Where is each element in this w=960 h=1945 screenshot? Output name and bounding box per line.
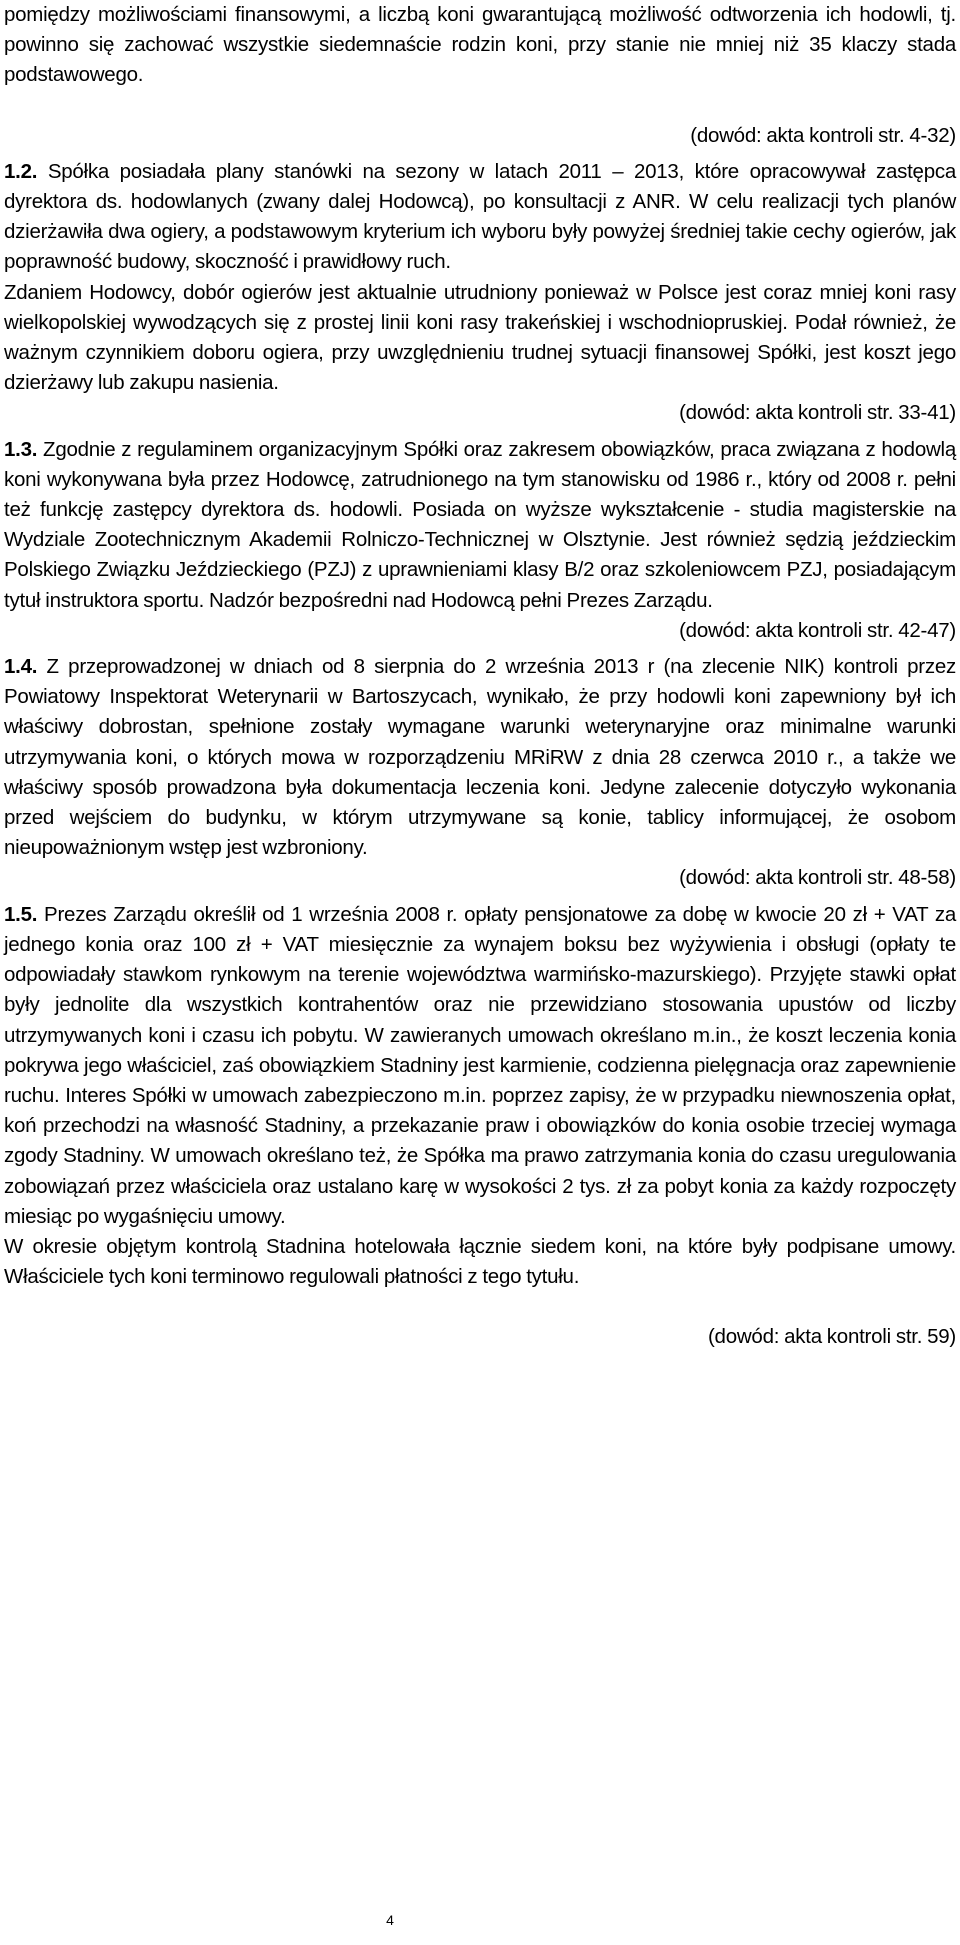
paragraph-continuation <box>4 0 956 91</box>
section-number: 1.2. <box>4 159 38 183</box>
evidence-reference: (dowód: akta kontroli str. 59) <box>707 1325 956 1349</box>
paragraph-1-2-continued <box>4 278 956 399</box>
paragraph-text: Prezes Zarządu określił od 1 września 2008 r. opłaty pensjonatowe za dobę w kwocie 20 zł + VAT za jednego konia oraz 100 zł + VAT miesięcznie za wynajem boksu bez wyżywienia i obsługi (opłaty te odpowiadały stawkom rynkowym na terenie województwa warmińsko-mazurskiego). Przyjęte stawki opłat były jednolite dla wszystkich kontrahentów oraz nie przewidziano stosowania upustów od liczby utrzymywanych koni i czasu ich pobytu. W zawieranych umowach określano m.in., że koszt leczenia konia pokrywa jego właściciel, zaś obowiązkiem Stadniny jest karmienie, codzienna pielęgnacja oraz zapewnienie ruchu. Interes Spółki w umowach zabezpieczono m.in. poprzez zapisy, że w przypadku niewnoszenia opłat, koń przechodzi na własność Stadniny, a przekazanie praw i obowiązków do konia osobie trzeciej wymaga zgody Stadniny. W umowach określano też, że Spółka ma prawo zatrzymania konia do czasu uregulowania zobowiązań przez właściciela oraz ustalano karę w wysokości 2 tys. zł za pobyt konia za każdy rozpoczęty miesiąc po wygaśnięciu umowy. <box>4 902 956 1228</box>
section-number: 1.5. <box>4 902 38 926</box>
section-number: 1.4. <box>4 655 38 679</box>
evidence-reference: (dowód: akta kontroli str. 33-41) <box>679 401 956 425</box>
paragraph-text: W okresie objętym kontrolą Stadnina hotelowała łącznie siedem koni, na które były podpisane umowy. Właściciele tych koni terminowo regulowali płatności z tego tytułu. <box>4 1234 956 1289</box>
evidence-reference: (dowód: akta kontroli str. 42-47) <box>679 618 956 642</box>
paragraph-1-5-continued <box>4 1232 956 1292</box>
paragraph-text: Zdaniem Hodowcy, dobór ogierów jest aktualnie utrudniony ponieważ w Polsce jest coraz mniej koni rasy wielkopolskiej wywodzących się z prostej linii koni rasy trakeńskiej i wschodniopruskiej. Podał również, że ważnym czynnikiem doboru ogiera, przy uwzględnieniu trudnej sytuacji finansowej Spółki, jest koszt jego dzierżawy lub zakupu nasienia. <box>4 280 956 395</box>
paragraph-1-5 <box>4 900 956 1232</box>
paragraph-text: Zgodnie z regulaminem organizacyjnym Spółki oraz zakresem obowiązków, praca związana z hodowlą koni wykonywana była przez Hodowcę, zatrudnionego na tym stanowisku od 1986 r., który od 2008 r. pełni też funkcję zastępcy dyrektora ds. hodowli. Posiada on wyższe wykształcenie - studia magisterskie na Wydziale Zootechnicznym Akademii Rolniczo-Technicznej w Olsztynie. Jest również sędzią jeździeckim Polskiego Związku Jeździeckiego (PZJ) z uprawnieniami klasy B/2 oraz szkoleniowcem PZJ, posiadającym tytuł instruktora sportu. Nadzór bezpośredni nad Hodowcą pełni Prezes Zarządu. <box>4 437 956 612</box>
page-number: 4 <box>386 1912 394 1928</box>
section-number: 1.3. <box>4 437 38 461</box>
paragraph-text: Spółka posiadała plany stanówki na sezony w latach 2011 – 2013, które opracowywał zastępca dyrektora ds. hodowlanych (zwany dalej Hodowcą), po konsultacji z ANR. W celu realizacji tych planów dzierżawiła dwa ogiery, a podstawowym kryterium ich wyboru były powyżej średniej takie cechy ogierów, jak poprawność budowy, skoczność i prawidłowy ruch. <box>4 159 956 274</box>
paragraph-text: Z przeprowadzonej w dniach od 8 sierpnia do 2 września 2013 r (na zlecenie NIK) kontroli przez Powiatowy Inspektorat Weterynarii w Bartoszycach, wynikało, że przy hodowli koni zapewniony był ich właściwy dobrostan, spełnione zostały wymagane warunki weterynaryjne oraz minimalne warunki utrzymywania koni, o których mowa w rozporządzeniu MRiRW z dnia 28 czerwca 2010 r., a także we właściwy sposób prowadzona była dokumentacja leczenia koni. Jedyne zalecenie dotyczyło wykonania przed wejściem do budynku, w którym utrzymywane są konie, tablicy informującej, że osobom nieupoważnionym wstęp jest wzbroniony. <box>4 655 956 860</box>
paragraph-1-3 <box>4 435 956 616</box>
document-body <box>4 0 956 1353</box>
evidence-reference: (dowód: akta kontroli str. 4-32) <box>690 123 956 147</box>
evidence-reference: (dowód: akta kontroli str. 48-58) <box>679 866 956 890</box>
paragraph-1-4 <box>4 652 956 863</box>
paragraph-1-2 <box>4 157 956 278</box>
paragraph-text: pomiędzy możliwościami finansowymi, a liczbą koni gwarantującą możliwość odtworzenia ich hodowli, tj. powinno się zachować wszystkie siedemnaście rodzin koni, przy stanie nie mniej niż 35 klaczy stada podstawowego. <box>4 3 956 87</box>
